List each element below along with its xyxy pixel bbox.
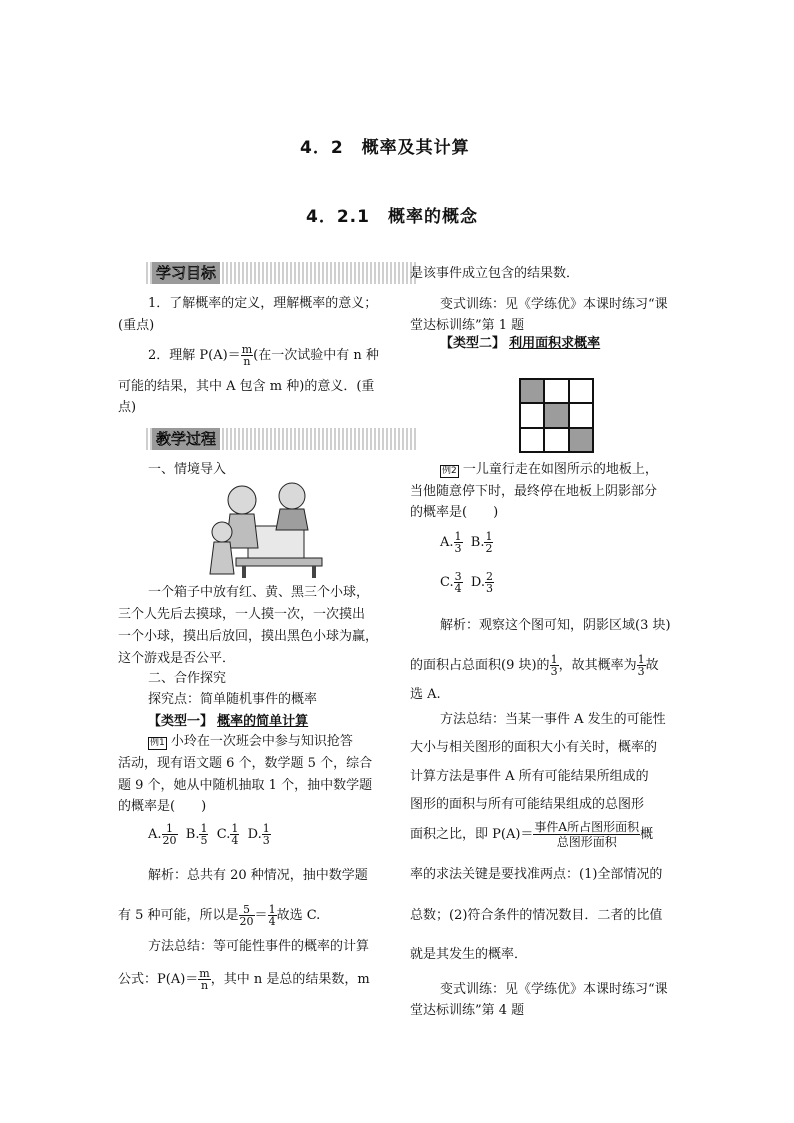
- process-header-bar: [146, 428, 418, 450]
- goal-2: 2．理解 P(A)＝ $\frac{m}{n}$ (在一次试验中有 n 种: [148, 343, 379, 368]
- example-1-line-3: 题 9 个，她从中随机抽取 1 个，抽中数学题: [118, 778, 373, 793]
- process-header: 教学过程: [152, 428, 220, 450]
- goal-2-cont: 可能的结果，其中 A 包含 m 种)的意义．(重: [118, 379, 375, 394]
- subsection-title: 4．2.1 概率的概念: [306, 207, 478, 227]
- example-2-line-3: 的概率是( ): [410, 505, 499, 520]
- example-1-options: A. $\frac{1}{20}$ B. $\frac{1}{5}$ C. $\frac{1}{4}$ D. $\frac{1}{3}$: [148, 822, 270, 847]
- method-2-line-8: 就是其发生的概率．: [410, 947, 528, 962]
- goal-2-end: 点): [118, 400, 137, 415]
- example-1-tag: 例1: [150, 738, 165, 748]
- floor-tile: [544, 428, 568, 452]
- method-2-line-6: 率的求法关键是要找准两点：(1)全部情况的: [410, 867, 663, 882]
- goals-header: 学习目标: [152, 262, 220, 284]
- intro-line-1: 一个箱子中放有红、黄、黑三个小球，: [148, 585, 370, 600]
- type2-heading: 【类型二】 利用面积求概率: [440, 336, 601, 351]
- classroom-illustration: [208, 478, 324, 578]
- floor-tile: [520, 428, 544, 452]
- section-title: 4．2 概率及其计算: [300, 138, 470, 158]
- variant-2-line-1: 变式训练：见《学练优》本课时练习“课: [440, 982, 668, 997]
- solution-2-line-2: 的面积占总面积(9 块)的 $\frac{1}{3}$ ，故其概率为 $\frac{1}{3}$ 故: [410, 653, 659, 678]
- floor-tile: [520, 403, 544, 427]
- example-2-options-row-2: C. $\frac{3}{4}$ D. $\frac{2}{3}$: [440, 570, 493, 595]
- example-1-line-2: 活动，现有语文题 6 个，数学题 5 个，综合: [118, 756, 373, 771]
- variant-1-line-1: 变式训练：见《学练优》本课时练习“课: [440, 297, 668, 312]
- floor-grid: [519, 378, 594, 453]
- goal-1: 1．了解概率的定义，理解概率的意义；: [148, 296, 378, 311]
- goals-header-bar: [146, 262, 418, 284]
- intro-title: 一、情境导入: [148, 462, 227, 477]
- example-2-line-2: 当他随意停下时，最终停在地板上阴影部分: [410, 484, 658, 499]
- solution-2-line-1: 解析：观察这个图可知，阴影区域(3 块): [440, 618, 671, 633]
- example-2-options-row-1: A. $\frac{1}{3}$ B. $\frac{1}{2}$: [440, 530, 493, 555]
- solution-2-line-3: 选 A.: [410, 687, 441, 702]
- floor-tile-shaded: [520, 379, 544, 403]
- example-1: 例1 小玲在一次班会中参与知识抢答: [150, 734, 353, 749]
- example-1-line-4: 的概率是( ): [118, 799, 207, 814]
- floor-tile-shaded: [544, 403, 568, 427]
- method-2-line-3: 计算方法是事件 A 所有可能结果所组成的: [410, 769, 649, 784]
- right-line-1: 是该事件成立包含的结果数．: [410, 266, 580, 281]
- variant-1-line-2: 堂达标训练”第 1 题: [410, 318, 525, 333]
- floor-tile: [569, 379, 593, 403]
- coop-title: 二、合作探究: [148, 671, 227, 686]
- method-2-line-2: 大小与相关图形的面积大小有关时，概率的: [410, 740, 658, 755]
- solution-1-line-1: 解析：总共有 20 种情况，抽中数学题: [148, 868, 368, 883]
- method-1-line-2: 公式：P(A)＝ $\frac{m}{n}$ ，其中 n 是总的结果数，m: [118, 967, 370, 992]
- floor-tile: [544, 379, 568, 403]
- explore-point: 探究点：简单随机事件的概率: [148, 692, 318, 707]
- solution-1-line-2: 有 5 种可能，所以是 $\frac{5}{20}$ ＝ $\frac{1}{4}$ 故选 C.: [118, 903, 321, 928]
- goal-1-tag: (重点): [118, 318, 155, 333]
- method-2-line-1: 方法总结：当某一事件 A 发生的可能性: [440, 712, 666, 727]
- intro-line-3: 一个小球，摸出后放回，摸出黑色小球为赢，: [118, 629, 379, 644]
- floor-tile-shaded: [569, 428, 593, 452]
- variant-2-line-2: 堂达标训练”第 4 题: [410, 1003, 525, 1018]
- floor-tile: [569, 403, 593, 427]
- method-2-line-4: 图形的面积与所有可能结果组成的总图形: [410, 797, 645, 812]
- example-2: 例2 一儿童行走在如图所示的地板上，: [442, 462, 658, 477]
- intro-line-2: 三个人先后去摸球，一人摸一次，一次摸出: [118, 607, 366, 622]
- intro-line-4: 这个游戏是否公平．: [118, 651, 236, 666]
- method-1-line-1: 方法总结：等可能性事件的概率的计算: [148, 939, 370, 954]
- method-2-line-7: 总数；(2)符合条件的情况数目．二者的比值: [410, 908, 663, 923]
- type1-heading: 【类型一】 概率的简单计算: [148, 714, 309, 729]
- example-2-tag: 例2: [442, 466, 457, 476]
- method-2-line-5: 面积之比，即 P(A)＝ $\frac{\text{事件A所占图形面积}}{\text{总图形面积}}$ 概: [410, 820, 654, 849]
